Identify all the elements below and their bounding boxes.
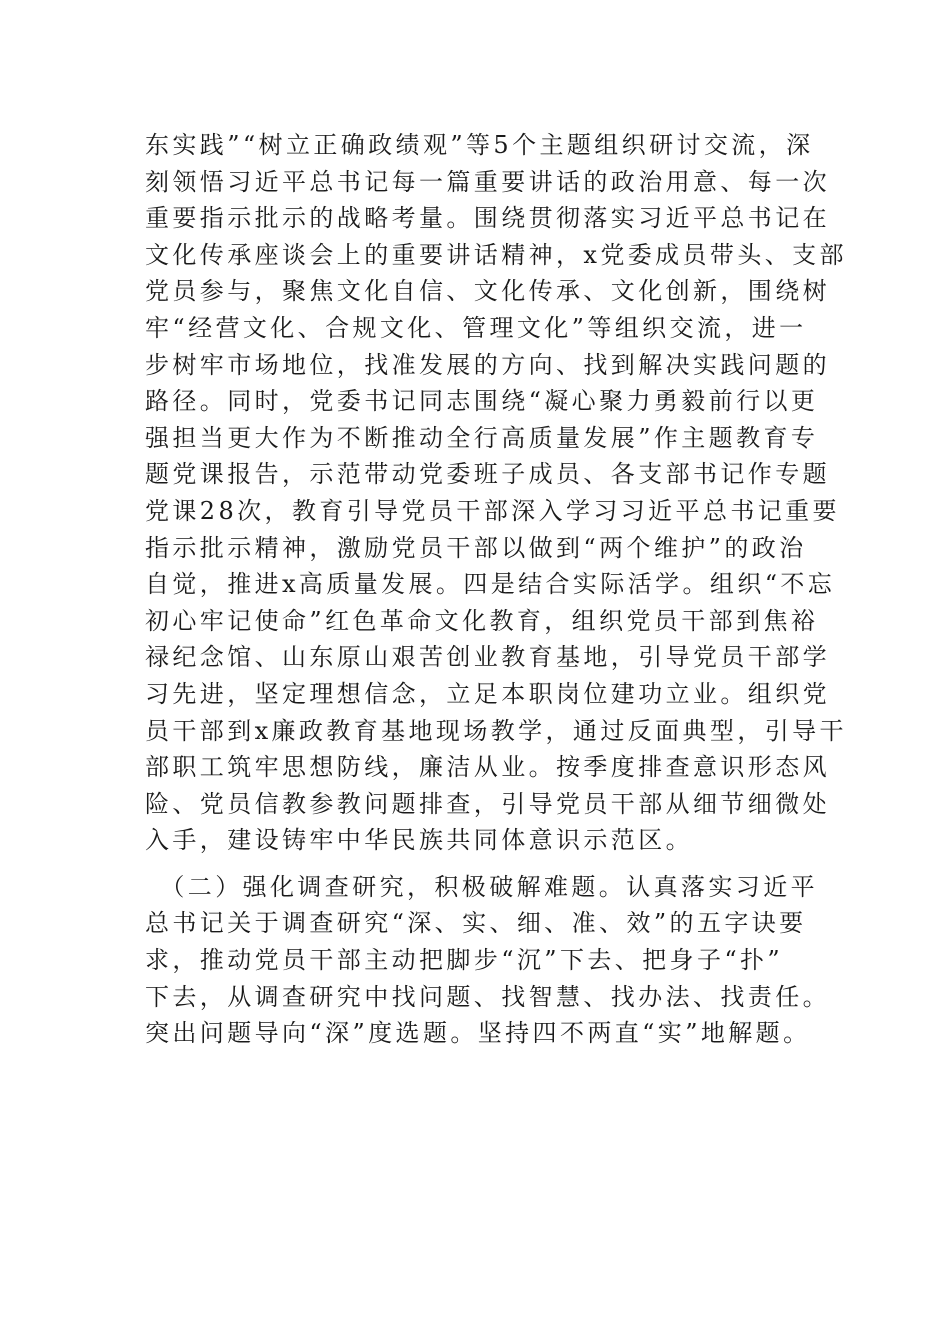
text-line: 自觉，推进x高质量发展。四是结合实际活学。组织“不忘 <box>145 570 836 599</box>
text-line: 路径。同时，党委书记同志围绕“凝心聚力勇毅前行以更 <box>145 387 819 416</box>
text-line: 牢“经营文化、合规文化、管理文化”等组织交流，进一 <box>145 313 807 342</box>
section-heading-line: （二）强化调查研究，积极破解难题。认真落实习近平 <box>145 872 818 901</box>
text-line: 强担当更大作为不断推动全行高质量发展”作主题教育专 <box>145 423 819 452</box>
text-line: 初心牢记使命”红色革命文化教育，组织党员干部到焦裕 <box>145 606 819 635</box>
text-line: 题党课报告，示范带动党委班子成员、各支部书记作专题 <box>145 460 830 489</box>
text-line: 步树牢市场地位，找准发展的方向、找到解决实践问题的 <box>145 350 830 379</box>
paragraph-1 <box>145 127 847 859</box>
text-line: 东实践”“树立正确政绩观”等5个主题组织研讨交流，深 <box>145 131 814 159</box>
text-line: 指示批示精神，激励党员干部以做到“两个维护”的政治 <box>145 533 807 562</box>
text-line: 总书记关于调查研究“深、实、细、准、效”的五字诀要 <box>145 909 807 938</box>
text-line: 党员参与，聚焦文化自信、文化传承、文化创新，围绕树 <box>145 277 830 306</box>
text-line: 刻领悟习近平总书记每一篇重要讲话的政治用意、每一次 <box>145 167 830 196</box>
text-line: 习先进，坚定理想信念，立足本职岗位建功立业。组织党 <box>145 679 830 708</box>
text-line: 文化传承座谈会上的重要讲话精神，x党委成员带头、支部 <box>145 240 847 269</box>
text-line: 险、党员信教参教问题排查，引导党员干部从细节细微处 <box>145 789 830 818</box>
paragraph-spacing <box>145 859 810 869</box>
text-line: 员干部到x廉政教育基地现场教学，通过反面典型，引导干 <box>145 716 847 745</box>
text-line: 党课28次，教育引导党员干部深入学习习近平总书记重要 <box>145 496 840 525</box>
text-line: 部职工筑牢思想防线，廉洁从业。按季度排查意识形态风 <box>145 753 830 782</box>
text-line: 突出问题导向“深”度选题。坚持四不两直“实”地解题。 <box>145 1019 811 1048</box>
paragraph-2 <box>145 869 830 1052</box>
text-line: 下去，从调查研究中找问题、找智慧、找办法、找责任。 <box>145 982 830 1011</box>
text-line: 求，推动党员干部主动把脚步“沉”下去、把身子“扑” <box>145 946 784 975</box>
text-line: 入手，建设铸牢中华民族共同体意识示范区。 <box>145 826 693 855</box>
text-line: 禄纪念馆、山东原山艰苦创业教育基地，引导党员干部学 <box>145 643 830 672</box>
text-line: 重要指示批示的战略考量。围绕贯彻落实习近平总书记在 <box>145 204 830 233</box>
document-body <box>145 127 847 1052</box>
